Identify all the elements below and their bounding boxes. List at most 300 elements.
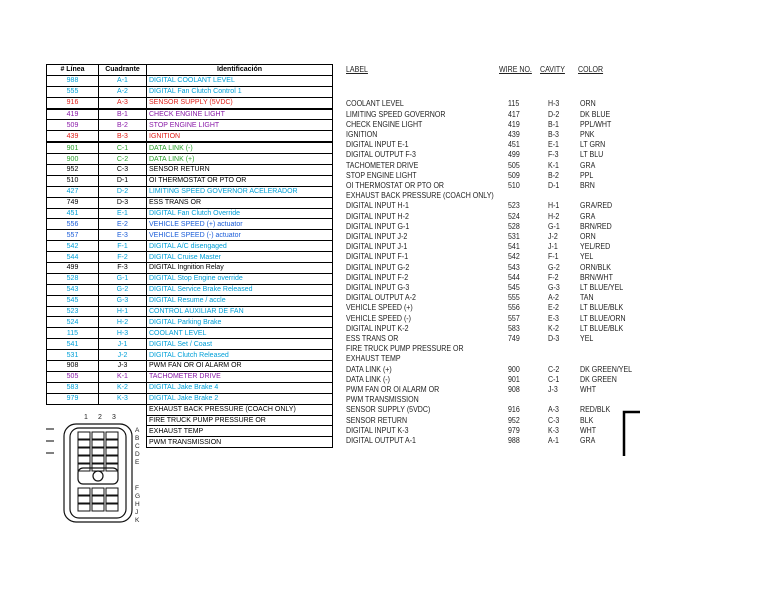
cell-identificacion: VEHICLE SPEED (+) actuator [147,219,333,230]
wire-row [346,282,646,292]
wire-number: 749 [508,333,520,343]
wire-number: 544 [508,271,520,282]
wire-number: 557 [508,312,520,323]
wire-label: DIGITAL INPUT H-2 [346,210,409,221]
wire-row [346,200,646,210]
wire-cavity: D-2 [548,108,560,119]
cell-identificacion: IGNITION [147,131,333,142]
cell-identificacion: CHECK ENGINE LIGHT [147,109,333,120]
wire-label: DIGITAL INPUT G-1 [346,220,410,231]
cell-linea: 544 [47,252,99,263]
wire-number: 988 [508,435,520,445]
row-label: D [135,451,140,458]
wire-row [346,292,646,302]
wire-number: 979 [508,424,520,435]
row-label: G [135,493,141,500]
cell-cuadrante: J-1 [99,339,147,350]
cell-cuadrante: A-3 [99,97,147,108]
table-row [47,317,333,328]
column-label-2: 2 [98,414,102,421]
wire-color: PPL/WHT [580,118,612,129]
header-cavity: CAVITY [540,64,565,74]
cell-identificacion: DIGITAL COOLANT LEVEL [147,75,333,86]
pinout-table [46,64,333,448]
cell-cuadrante: K-2 [99,382,147,393]
wire-cavity: F-1 [548,251,559,262]
cell-linea: 988 [47,75,99,86]
wire-label: DIGITAL OUTPUT A-1 [346,435,416,445]
connector-pin [78,448,90,455]
wire-row [346,119,646,129]
wire-row [346,364,646,374]
cell-identificacion: CONTROL AUXILIAR DE FAN [147,306,333,317]
table-row [47,186,333,197]
wire-label: ESS TRANS OR [346,333,399,343]
wire-label: DIGITAL INPUT F-1 [346,251,409,262]
wire-label: CHECK ENGINE LIGHT [346,118,423,129]
cell-identificacion: DIGITAL Jake Brake 2 [147,393,333,404]
wire-label: OI THERMOSTAT OR PTO OR [346,180,445,190]
cell-cuadrante: H-2 [99,317,147,328]
row-label: A [135,427,140,434]
wire-row [346,333,646,343]
wire-row [346,98,646,108]
wire-row [346,262,646,272]
wire-number: 543 [508,261,520,272]
wire-color: LT BLUE/BLK [580,302,624,313]
cell-identificacion: DATA LINK (-) [147,142,333,153]
table-row [47,109,333,120]
wire-label: VEHICLE SPEED (-) [346,312,412,323]
wire-label: TACHOMETER DRIVE [346,159,419,170]
cell-linea: 510 [47,175,99,186]
connector-pin [92,440,104,447]
wire-row [346,313,646,323]
wire-color: WHT [580,384,597,394]
wire-color: ORN [580,98,596,109]
wire-number: 115 [508,98,520,109]
table-row [47,75,333,86]
cell-identificacion-extra: FIRE TRUCK PUMP PRESSURE OR [147,415,333,426]
wire-cavity: G-2 [548,261,560,272]
wire-color: RED/BLK [580,404,611,415]
wire-row [346,435,646,445]
cell-cuadrante: D-3 [99,197,147,208]
wire-row [346,404,646,414]
cell-linea: 583 [47,382,99,393]
cell-linea: 427 [47,186,99,197]
connector-pin [106,440,118,447]
wire-list [346,64,646,464]
cell-linea: 900 [47,154,99,165]
cell-linea: 509 [47,120,99,131]
cell-cuadrante: B-2 [99,120,147,131]
table-row [47,371,333,382]
wire-cavity: K-2 [548,322,559,333]
column-label-1: 1 [84,414,88,421]
wire-color: BRN [580,180,595,190]
cell-cuadrante: G-3 [99,295,147,306]
table-row [47,328,333,339]
cell-linea: 451 [47,208,99,219]
wire-label: DATA LINK (-) [346,373,390,384]
wire-cavity: F-3 [548,149,559,160]
wire-number: 952 [508,414,520,425]
wire-cavity: K-1 [548,159,559,170]
wire-color: PNK [580,129,595,139]
cell-cuadrante: E-3 [99,230,147,241]
wire-color: GRA/RED [580,200,613,211]
wire-row [346,221,646,231]
wire-number: 417 [508,108,520,119]
wire-label: IGNITION [346,129,378,139]
wire-row [346,109,646,119]
wire-row [346,251,646,261]
wire-color: GRA [580,210,596,221]
connector-pin [106,496,118,503]
wire-cavity: J-1 [548,241,558,252]
table-row [47,120,333,131]
cell-cuadrante: E-2 [99,219,147,230]
wire-color: LT BLU [580,149,604,160]
wire-color: DK BLUE [580,108,611,119]
cell-cuadrante: A-1 [99,75,147,86]
connector-pin [106,456,118,463]
cell-identificacion: PWM FAN OR OI ALARM OR [147,361,333,372]
row-label: F [135,485,139,492]
wire-cavity: B-1 [548,118,559,129]
cell-linea: 542 [47,241,99,252]
wire-cavity: A-3 [548,404,559,415]
row-label: K [135,517,140,524]
cell-cuadrante: F-3 [99,263,147,274]
wire-color: BRN/RED [580,220,612,231]
cell-cuadrante: A-2 [99,86,147,97]
cell-cuadrante: H-3 [99,328,147,339]
wire-cavity: H-2 [548,210,560,221]
cell-cuadrante: G-1 [99,273,147,284]
table-row [47,86,333,97]
cell-linea: 115 [47,328,99,339]
wire-number: 541 [508,241,520,252]
wire-row [346,170,646,180]
wire-row [346,425,646,435]
table-row [47,382,333,393]
wire-number: 523 [508,200,520,211]
cell-identificacion-extra: EXHAUST BACK PRESSURE (COACH ONLY) [147,404,333,415]
wire-label: PWM FAN OR OI ALARM OR [346,384,440,394]
wire-row [346,129,646,139]
cell-linea: 749 [47,197,99,208]
table-row [47,154,333,165]
cell-identificacion: DIGITAL Set / Coast [147,339,333,350]
wire-label: EXHAUST BACK PRESSURE (COACH ONLY) [346,190,494,201]
table-header-row [47,65,333,76]
wire-cavity: E-3 [548,312,559,323]
connector-wire-ticks [46,429,54,453]
cell-linea: 556 [47,219,99,230]
wire-row [346,323,646,333]
wire-number: 908 [508,384,520,394]
wire-number: 556 [508,302,520,313]
cell-cuadrante: F-2 [99,252,147,263]
connector-pin [92,448,104,455]
cell-identificacion: DIGITAL Jake Brake 4 [147,382,333,393]
cell-identificacion: OI THERMOSTAT OR PTO OR [147,175,333,186]
cell-linea: 908 [47,361,99,372]
wire-row [346,139,646,149]
wire-color: ORN/BLK [580,261,611,272]
wire-color: TAN [580,292,594,303]
wire-row [346,343,646,353]
table-row [47,273,333,284]
wire-color: GRA [580,159,596,170]
wire-color: BLK [580,414,594,425]
wire-cavity: C-1 [548,373,560,384]
table-row [47,252,333,263]
table-row [47,339,333,350]
cell-linea: 523 [47,306,99,317]
cell-identificacion: DIGITAL Fan Clutch Control 1 [147,86,333,97]
wire-number: 451 [508,139,520,150]
cell-cuadrante: D-1 [99,175,147,186]
wire-cavity: C-3 [548,414,560,425]
wire-row [346,374,646,384]
wire-cavity: B-2 [548,169,559,180]
table-row [47,393,333,404]
cell-cuadrante: H-1 [99,306,147,317]
wire-number: 901 [508,373,520,384]
wire-cavity: D-3 [548,333,560,343]
wire-label: DIGITAL INPUT J-2 [346,231,408,241]
wire-cavity: K-3 [548,424,559,435]
cell-identificacion: TACHOMETER DRIVE [147,371,333,382]
row-label: C [135,443,140,450]
cell-identificacion: SENSOR RETURN [147,165,333,176]
cell-identificacion: DIGITAL Cruise Master [147,252,333,263]
wire-number: 505 [508,159,520,170]
cell-cuadrante: D-2 [99,186,147,197]
wire-row [346,190,646,200]
cell-cuadrante: G-2 [99,284,147,295]
cell-linea: 557 [47,230,99,241]
connector-pin [92,496,104,503]
connector-pin [106,448,118,455]
wire-number: 419 [508,118,520,129]
cell-identificacion: DIGITAL Parking Brake [147,317,333,328]
table-row [47,284,333,295]
cell-identificacion: DIGITAL Clutch Released [147,350,333,361]
wire-row [346,78,646,88]
table-row [47,208,333,219]
wire-row [346,160,646,170]
wire-cavity: E-2 [548,302,559,313]
connector-pin [92,504,104,511]
wire-number: 916 [508,404,520,415]
cell-cuadrante: J-2 [99,350,147,361]
connector-pin-grid [78,432,118,511]
wire-number: 528 [508,220,520,231]
row-label: B [135,435,140,442]
wire-label: VEHICLE SPEED (+) [346,302,413,313]
cell-linea: 419 [47,109,99,120]
wire-number: 499 [508,149,520,160]
wire-number: 583 [508,322,520,333]
connector-pin [78,496,90,503]
wire-number: 542 [508,251,520,262]
table-row [47,131,333,142]
wire-cavity: H-3 [548,98,560,109]
wire-color: LT GRN [580,139,606,150]
table-row [47,142,333,153]
cell-identificacion: DIGITAL Ingnition Relay [147,263,333,274]
cell-linea: 979 [47,393,99,404]
wire-row [346,394,646,404]
wire-label: DIGITAL INPUT G-2 [346,261,410,272]
cell-identificacion-extra: PWM TRANSMISSION [147,437,333,448]
wire-label: DIGITAL OUTPUT F-3 [346,149,416,160]
cell-linea: 505 [47,371,99,382]
wire-row [346,272,646,282]
cell-linea: 524 [47,317,99,328]
cell-identificacion: DATA LINK (+) [147,154,333,165]
table-row [47,241,333,252]
connector-diagram [44,412,144,524]
wire-color: LT BLUE/YEL [580,282,624,292]
wire-cavity: H-1 [548,200,560,211]
corner-bracket [622,410,642,458]
header-identificacion: Identificación [147,65,333,76]
wire-label: FIRE TRUCK PUMP PRESSURE OR [346,343,464,354]
wire-label: PWM TRANSMISSION [346,394,419,405]
cell-identificacion: DIGITAL Resume / accle [147,295,333,306]
wire-label: SENSOR RETURN [346,414,408,425]
wire-label: DIGITAL INPUT F-2 [346,271,409,282]
cell-linea: 541 [47,339,99,350]
table-row [47,295,333,306]
row-label: J [135,509,139,516]
cell-cuadrante: C-1 [99,142,147,153]
connector-pin [92,488,104,495]
wire-cavity: F-2 [548,271,559,282]
header-linea: # Línea [47,65,99,76]
wire-label: SENSOR SUPPLY (5VDC) [346,404,431,415]
cell-linea: 531 [47,350,99,361]
table-row [47,197,333,208]
cell-linea: 901 [47,142,99,153]
table-row [47,175,333,186]
wire-label: DIGITAL INPUT G-3 [346,282,410,292]
wire-number: 545 [508,282,520,292]
wire-cavity: B-3 [548,129,559,139]
table-row [47,306,333,317]
table-row [47,263,333,274]
wire-number: 524 [508,210,520,221]
wire-color: WHT [580,424,597,435]
cell-identificacion: DIGITAL Stop Engine override [147,273,333,284]
row-label: E [135,459,140,466]
table-row [47,219,333,230]
wire-color: PPL [580,169,594,180]
wire-number: 555 [508,292,520,303]
cell-cuadrante: K-3 [99,393,147,404]
wire-label: DIGITAL INPUT H-1 [346,200,409,211]
wire-number: 531 [508,231,520,241]
connector-pin [106,504,118,511]
wire-row [346,211,646,221]
wire-color: ORN [580,231,596,241]
cell-cuadrante: J-3 [99,361,147,372]
table-row [47,350,333,361]
cell-identificacion: DIGITAL A/C disengaged [147,241,333,252]
connector-pin [78,456,90,463]
connector-pin [92,456,104,463]
connector-pin [78,432,90,439]
wire-color: LT BLUE/BLK [580,322,624,333]
wire-label: DIGITAL INPUT K-2 [346,322,409,333]
cell-cuadrante: F-1 [99,241,147,252]
cell-linea: 543 [47,284,99,295]
wire-row [346,353,646,363]
wire-label: EXHAUST TEMP [346,353,401,364]
wire-label: DATA LINK (+) [346,363,392,374]
wire-number: 900 [508,363,520,374]
wire-row [346,384,646,394]
wire-cavity: G-1 [548,220,560,231]
wire-cavity: J-3 [548,384,558,394]
cell-identificacion: COOLANT LEVEL [147,328,333,339]
cell-identificacion: LIMITING SPEED GOVERNOR ACELERADOR [147,186,333,197]
cell-linea: 555 [47,86,99,97]
wire-color: DK GREEN/YEL [580,363,633,374]
wire-row [346,302,646,312]
wire-row [346,180,646,190]
cell-linea: 916 [47,97,99,108]
connector-row-labels [135,427,140,524]
cell-cuadrante: C-2 [99,154,147,165]
wire-number: 510 [508,180,520,190]
cell-cuadrante: E-1 [99,208,147,219]
wire-number: 439 [508,129,520,139]
connector-pin [78,440,90,447]
cell-linea: 545 [47,295,99,306]
wire-row [346,241,646,251]
header-cuadrante: Cuadrante [99,65,147,76]
cell-cuadrante: K-1 [99,371,147,382]
cell-cuadrante: B-1 [99,109,147,120]
wire-color: GRA [580,435,596,445]
table-row [47,230,333,241]
connector-column-labels [84,414,116,421]
wire-color: YEL [580,333,594,343]
wire-color: DK GREEN [580,373,617,384]
table-row [47,361,333,372]
wire-color: YEL/RED [580,241,611,252]
cell-identificacion: ESS TRANS OR [147,197,333,208]
wire-number: 509 [508,169,520,180]
wire-label: DIGITAL INPUT E-1 [346,139,409,150]
cell-linea: 439 [47,131,99,142]
cell-cuadrante: B-3 [99,131,147,142]
cell-identificacion: VEHICLE SPEED (-) actuator [147,230,333,241]
wire-row [346,149,646,159]
connector-pin [78,488,90,495]
table-row [47,165,333,176]
table-row [47,97,333,108]
column-label-3: 3 [112,414,116,421]
header-color: COLOR [578,64,604,74]
cell-identificacion: DIGITAL Fan Clutch Override [147,208,333,219]
